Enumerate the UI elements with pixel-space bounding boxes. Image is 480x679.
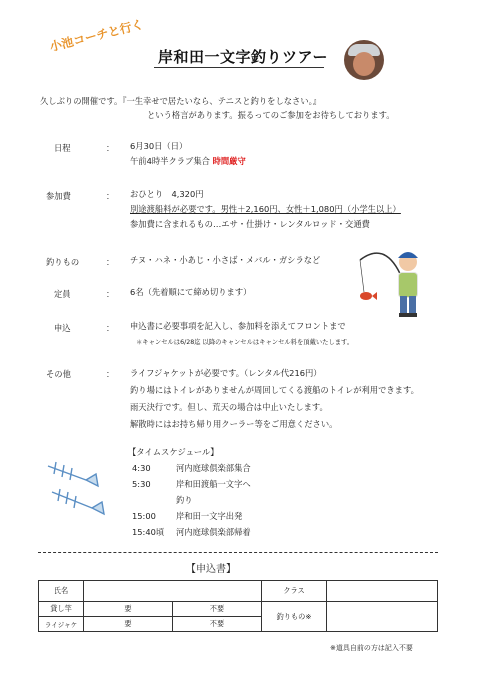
jacket-need-option[interactable]: 要: [84, 617, 173, 632]
schedule-item: 4:30 河内庭球倶楽部集合: [132, 463, 251, 473]
fish-label: 釣りもの: [46, 257, 80, 267]
name-field[interactable]: [84, 581, 262, 602]
form-title: 【申込書】: [186, 564, 236, 575]
capacity-label: 定員: [54, 289, 71, 299]
other-line-4: 解散時にはお持ち帰り用クーラー等をご用意ください。: [130, 419, 338, 429]
rod-label: 貸し竿: [39, 602, 84, 617]
coach-photo: [344, 40, 384, 80]
schedule-heading: 【タイムスケジュール】: [128, 447, 219, 457]
fee-colon: ：: [106, 191, 115, 201]
jacket-label: ライジャケ: [39, 617, 84, 632]
cut-line-divider: [38, 552, 438, 553]
rod-not-need-option[interactable]: 不要: [173, 602, 262, 617]
capacity-value: 6名（先着順にて締め切ります）: [130, 287, 252, 297]
fee-line-2: 別途渡船料が必要です。男性＋2,160円、女性＋1,080円（小学生以上）: [130, 204, 401, 214]
date-value: [130, 139, 246, 169]
schedule-item: 15:00 岸和田一文字出発: [132, 511, 243, 521]
fisherman-illustration: [356, 240, 436, 320]
form-footnote: ※道具自前の方は記入不要: [330, 644, 413, 652]
fee-line-1: おひとり 4,320円: [130, 189, 204, 199]
title-underline: [154, 67, 324, 68]
class-field[interactable]: [327, 581, 438, 602]
rod-need-option[interactable]: 要: [84, 602, 173, 617]
jacket-not-need-option[interactable]: 不要: [173, 617, 262, 632]
catchphrase: 小池コーチと行く: [48, 17, 145, 55]
time-strict-warning: 時間厳守: [212, 156, 246, 166]
gather-time: 午前4時半クラブ集合: [130, 156, 210, 166]
apply-value: 申込書に必要事項を記入し、参加料を添えてフロントまで: [130, 321, 346, 331]
other-colon: ：: [106, 369, 115, 379]
other-line-3: 雨天決行です。但し、荒天の場合は中止いたします。: [130, 402, 328, 412]
date-colon: ：: [106, 143, 115, 153]
fee-value: [130, 187, 401, 232]
other-label: その他: [46, 369, 71, 379]
schedule-list: [132, 460, 251, 540]
fish-value: チヌ・ハネ・小あじ・小さば・メバル・ガシラなど: [130, 255, 321, 265]
capacity-colon: ：: [106, 289, 115, 299]
fee-label: 参加費: [46, 191, 71, 201]
date-line-1: 6月30日（日）: [130, 141, 188, 151]
date-line-2: [130, 154, 246, 169]
page-title: 岸和田一文字釣りツアー: [158, 48, 329, 66]
application-form: [38, 580, 438, 632]
fee-line-3: 参加費に含まれるもの…エサ・仕掛け・レンタルロッド・交通費: [130, 219, 370, 229]
cancel-note: ＊キャンセルは6/28迄 以降のキャンセルはキャンセル料を頂戴いたします。: [136, 339, 354, 346]
other-line-2: 釣り場にはトイレがありませんが周回してくる渡船のトイレが利用できます。: [130, 385, 419, 395]
intro-line-2: という格言があります。振るってのご参加をお待ちしております。: [147, 110, 395, 120]
fish-colon: ：: [106, 257, 115, 267]
class-label: クラス: [262, 581, 327, 602]
date-label: 日程: [54, 143, 71, 153]
other-line-1: ライフジャケットが必要です。（レンタル代216円）: [130, 368, 322, 378]
schedule-item: 15:40頃 河内庭球倶楽部帰着: [132, 527, 251, 537]
fishing-gear-field[interactable]: [327, 602, 438, 632]
schedule-item: 5:30 岸和田渡船一文字へ: [132, 479, 251, 489]
name-label: 氏名: [39, 581, 84, 602]
fish-bone-illustration: [42, 458, 112, 520]
schedule-item: 釣り: [176, 495, 193, 505]
apply-colon: ：: [106, 323, 115, 333]
apply-label: 申込: [54, 323, 71, 333]
other-value: [130, 365, 419, 433]
intro-line-1: 久しぶりの開催です。『一生幸せで居たいなら、テニスと釣りをしなさい。』: [40, 96, 322, 106]
fishing-gear-label: 釣りもの※: [262, 602, 327, 632]
